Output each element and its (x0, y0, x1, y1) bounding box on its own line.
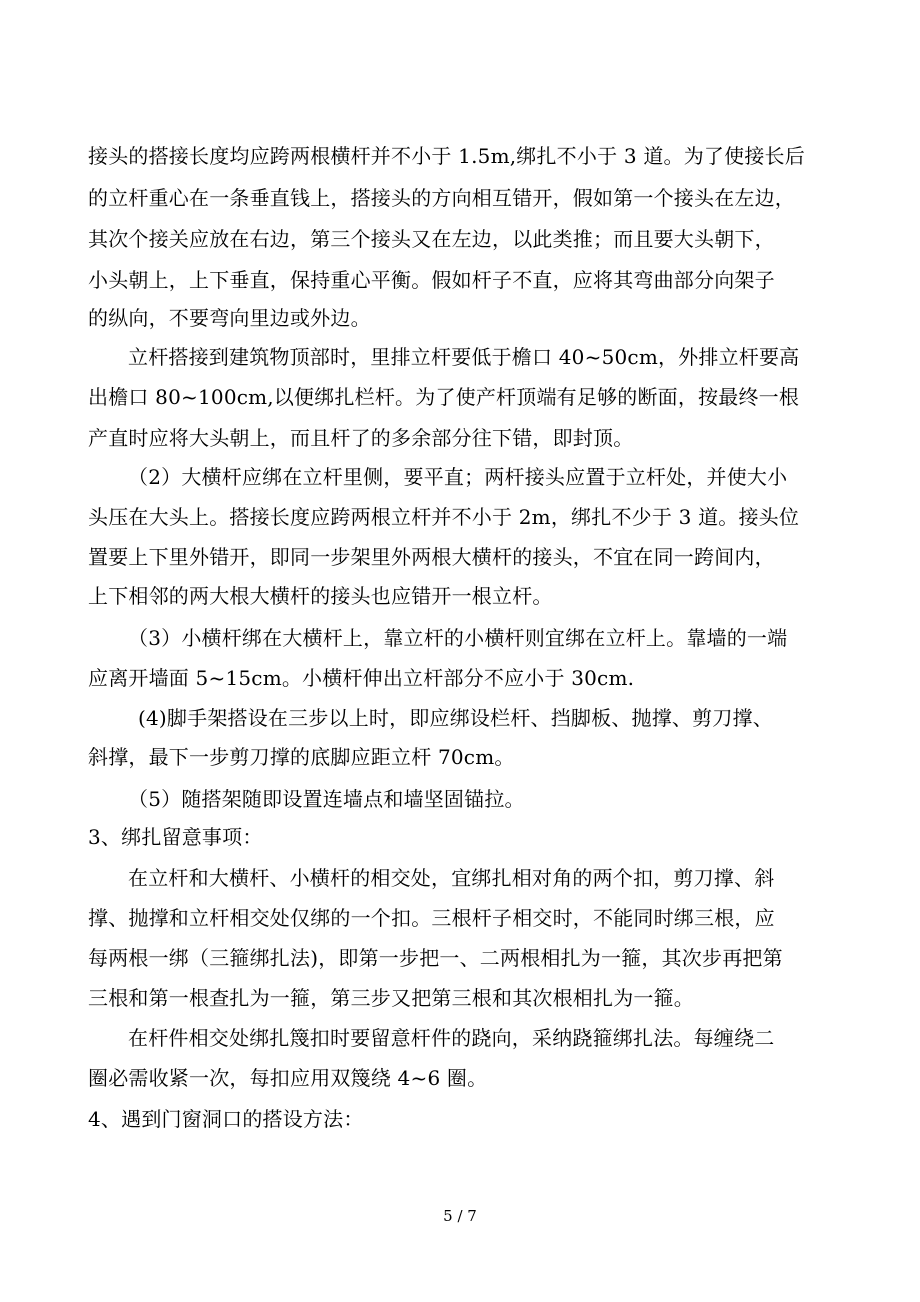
text-line: 接头的搭接长度均应跨两根横杆并不小于 1.5m,绑扎不小于 3 道。为了使接长后 (88, 144, 805, 168)
paragraph-start: (4)脚手架搭设在三步以上时，即应绑设栏杆、挡脚板、抛撑、剪刀撑、 (138, 706, 773, 730)
text-line: 斜撑，最下一步剪刀撑的底脚应距立杆 70cm。 (88, 745, 515, 769)
paragraph-start: 立杆搭接到建筑物顶部时，里排立杆要低于檐口 40~50cm，外排立杆要高 (128, 345, 800, 369)
text-line: 其次个接关应放在右边，第三个接头又在左边，以此类推；而且要大头朝下， (88, 227, 775, 251)
paragraph-start: （3）小横杆绑在大横杆上，靠立杆的小横杆则宜绑在立杆上。靠墙的一端 (128, 626, 788, 650)
text-line: 应离开墙面 5~15cm。小横杆伸出立杆部分不应小于 30cm. (88, 666, 635, 690)
paragraph-start: （5）随搭架随即设置连墙点和墙坚固锚拉。 (128, 787, 525, 811)
text-line: 每两根一绑（三箍绑扎法)，即第一步把一、二两根相扎为一箍，其次步再把第 (88, 946, 783, 970)
text-line: 上下相邻的两大根大横杆的接头也应错开一根立杆。 (88, 584, 553, 608)
section-heading: 4、遇到门窗洞口的搭设方法： (88, 1107, 364, 1131)
paragraph-start: 在立杆和大横杆、小横杆的相交处，宜绑扎相对角的两个扣，剪刀撑、斜 (128, 866, 775, 890)
text-line: 的立杆重心在一条垂直钱上，搭接头的方向相互错开，假如第一个接头在左边， (88, 186, 795, 210)
paragraph-start: （2）大横杆应绑在立杆里侧，要平直；两杆接头应置于立杆处，并使大小 (128, 465, 788, 489)
text-line: 头压在大头上。搭接长度应跨两根立杆并不小于 2m，绑扎不少于 3 道。接头位 (88, 505, 800, 529)
text-line: 圈必需收紧一次，每扣应用双篾绕 4~6 圈。 (88, 1066, 488, 1090)
text-line: 撑、抛撑和立杆相交处仅绑的一个扣。三根杆子相交时，不能同时绑三根，应 (88, 906, 775, 930)
section-heading: 3、绑扎留意事项： (88, 825, 263, 849)
text-line: 置要上下里外错开，即同一步架里外两根大横杆的接头，不宜在同一跨间内， (88, 545, 775, 569)
page-number: 5 / 7 (443, 1207, 477, 1225)
text-line: 的纵向，不要弯向里边或外边。 (88, 306, 371, 330)
paragraph-start: 在杆件相交处绑扎篾扣时要留意杆件的跷向，采纳跷箍绑扎法。每缠绕二 (128, 1026, 775, 1050)
text-line: 出檐口 80~100cm,以便绑扎栏杆。为了使产杆顶端有足够的断面，按最终一根 (88, 385, 800, 409)
text-line: 三根和第一根查扎为一箍，第三步又把第三根和其次根相扎为一箍。 (88, 986, 694, 1010)
text-line: 产直时应将大头朝上，而且杆了的多余部分往下错，即封顶。 (88, 426, 634, 450)
text-line: 小头朝上，上下垂直，保持重心平衡。假如杆子不直，应将其弯曲部分向架子 (88, 268, 775, 292)
